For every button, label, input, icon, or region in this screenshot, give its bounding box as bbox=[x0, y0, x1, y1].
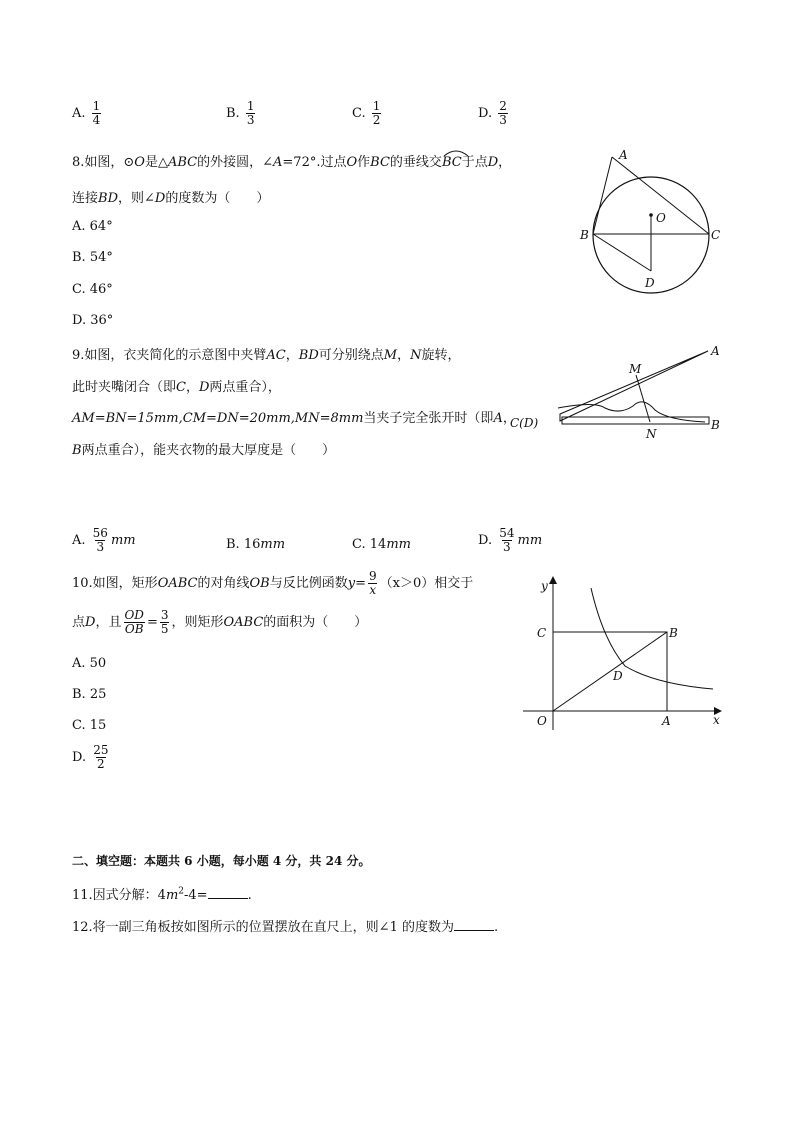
q7-option-a: A. $\frac{1}{4}$ bbox=[72, 99, 101, 127]
q10-option-d: D. $\frac{25}{2}$ bbox=[72, 743, 109, 771]
label-a: A bbox=[619, 148, 628, 162]
answer-blank[interactable] bbox=[454, 918, 494, 931]
q9-stem-line4: B两点重合），能夹衣物的最大厚度是（ ） bbox=[72, 443, 336, 458]
q9-option-c: C. 14mm bbox=[352, 537, 411, 552]
answer-blank[interactable] bbox=[208, 886, 248, 899]
q8-option-d: D. 36° bbox=[72, 313, 114, 328]
q7-option-c: C. $\frac{1}{2}$ bbox=[352, 99, 381, 127]
center-point-o bbox=[649, 213, 653, 217]
q8-stem-line1: 8.如图，⊙O是△ABC的外接圆，∠A=72°.过点O作BC的垂线交 BC于点D， bbox=[72, 151, 511, 170]
q10-option-b: B. 25 bbox=[72, 687, 107, 702]
label-a: A bbox=[711, 344, 720, 358]
q8-option-b: B. 54° bbox=[72, 250, 113, 265]
q8-option-c: C. 46° bbox=[72, 282, 113, 297]
q10-option-a: A. 50 bbox=[72, 656, 107, 671]
hyperbola-curve bbox=[591, 588, 713, 689]
q9-stem-line1: 9.如图，衣夹简化的示意图中夹臂AC，BD可分别绕点M，N旋转， bbox=[72, 348, 461, 363]
q10-option-c: C. 15 bbox=[72, 718, 107, 733]
label-x: x bbox=[713, 713, 720, 727]
label-b: B bbox=[669, 626, 678, 640]
q10-stem-line2: 点D，且 $\frac{OD}{OB}$ = $\frac{3}{5}$ ，则矩形OABC的面积为（ ） bbox=[72, 608, 368, 636]
label-c: C bbox=[537, 626, 547, 640]
label-d: D bbox=[645, 276, 655, 290]
label-n: N bbox=[646, 427, 657, 441]
q9-option-d: D. $\frac{54}{3}$ mm bbox=[478, 526, 543, 554]
label-b: B bbox=[580, 228, 589, 242]
label-m: M bbox=[629, 362, 642, 376]
q9-stem-line2: 此时夹嘴闭合（即C，D两点重合）， bbox=[72, 380, 281, 395]
label-d: D bbox=[613, 669, 623, 683]
q10-coordinate-figure bbox=[515, 570, 735, 740]
q9-clip-figure bbox=[505, 338, 735, 446]
q7-option-d: D. $\frac{2}{3}$ bbox=[478, 99, 507, 127]
q9-option-a: A. $\frac{56}{3}$ mm bbox=[72, 526, 136, 554]
q9-stem-line3: AM=BN=15mm,CM=DN=20mm,MN=8mm当夹子完全张开时（即A， bbox=[72, 411, 516, 426]
label-b: B bbox=[711, 418, 720, 432]
q10-stem-line1: 10.如图，矩形OABC的对角线OB与反比例函数y= $\frac{9}{x}$ （x＞0）相交于 bbox=[72, 569, 474, 597]
q8-circle-figure bbox=[570, 140, 730, 295]
q8-stem-line2: 连接BD，则∠D的度数为（ ） bbox=[72, 191, 270, 206]
label-o: O bbox=[537, 714, 547, 728]
label-cd: C(D) bbox=[510, 416, 539, 430]
q12-stem: 12.将一副三角板按如图所示的位置摆放在直尺上，则∠1 的度数为 . bbox=[72, 920, 499, 935]
label-c: C bbox=[711, 228, 721, 242]
label-o: O bbox=[656, 211, 666, 225]
section-heading: 二、填空题：本题共 6 小题，每小题 4 分，共 24 分。 bbox=[72, 854, 371, 868]
q7-option-b: B. $\frac{1}{3}$ bbox=[226, 99, 255, 127]
q8-option-a: A. 64° bbox=[72, 219, 113, 234]
q9-option-b: B. 16mm bbox=[226, 537, 286, 552]
label-y: y bbox=[541, 579, 548, 593]
q11-stem: 11.因式分解：$4m^2-4=$ . bbox=[72, 886, 252, 903]
label-a: A bbox=[662, 714, 671, 728]
